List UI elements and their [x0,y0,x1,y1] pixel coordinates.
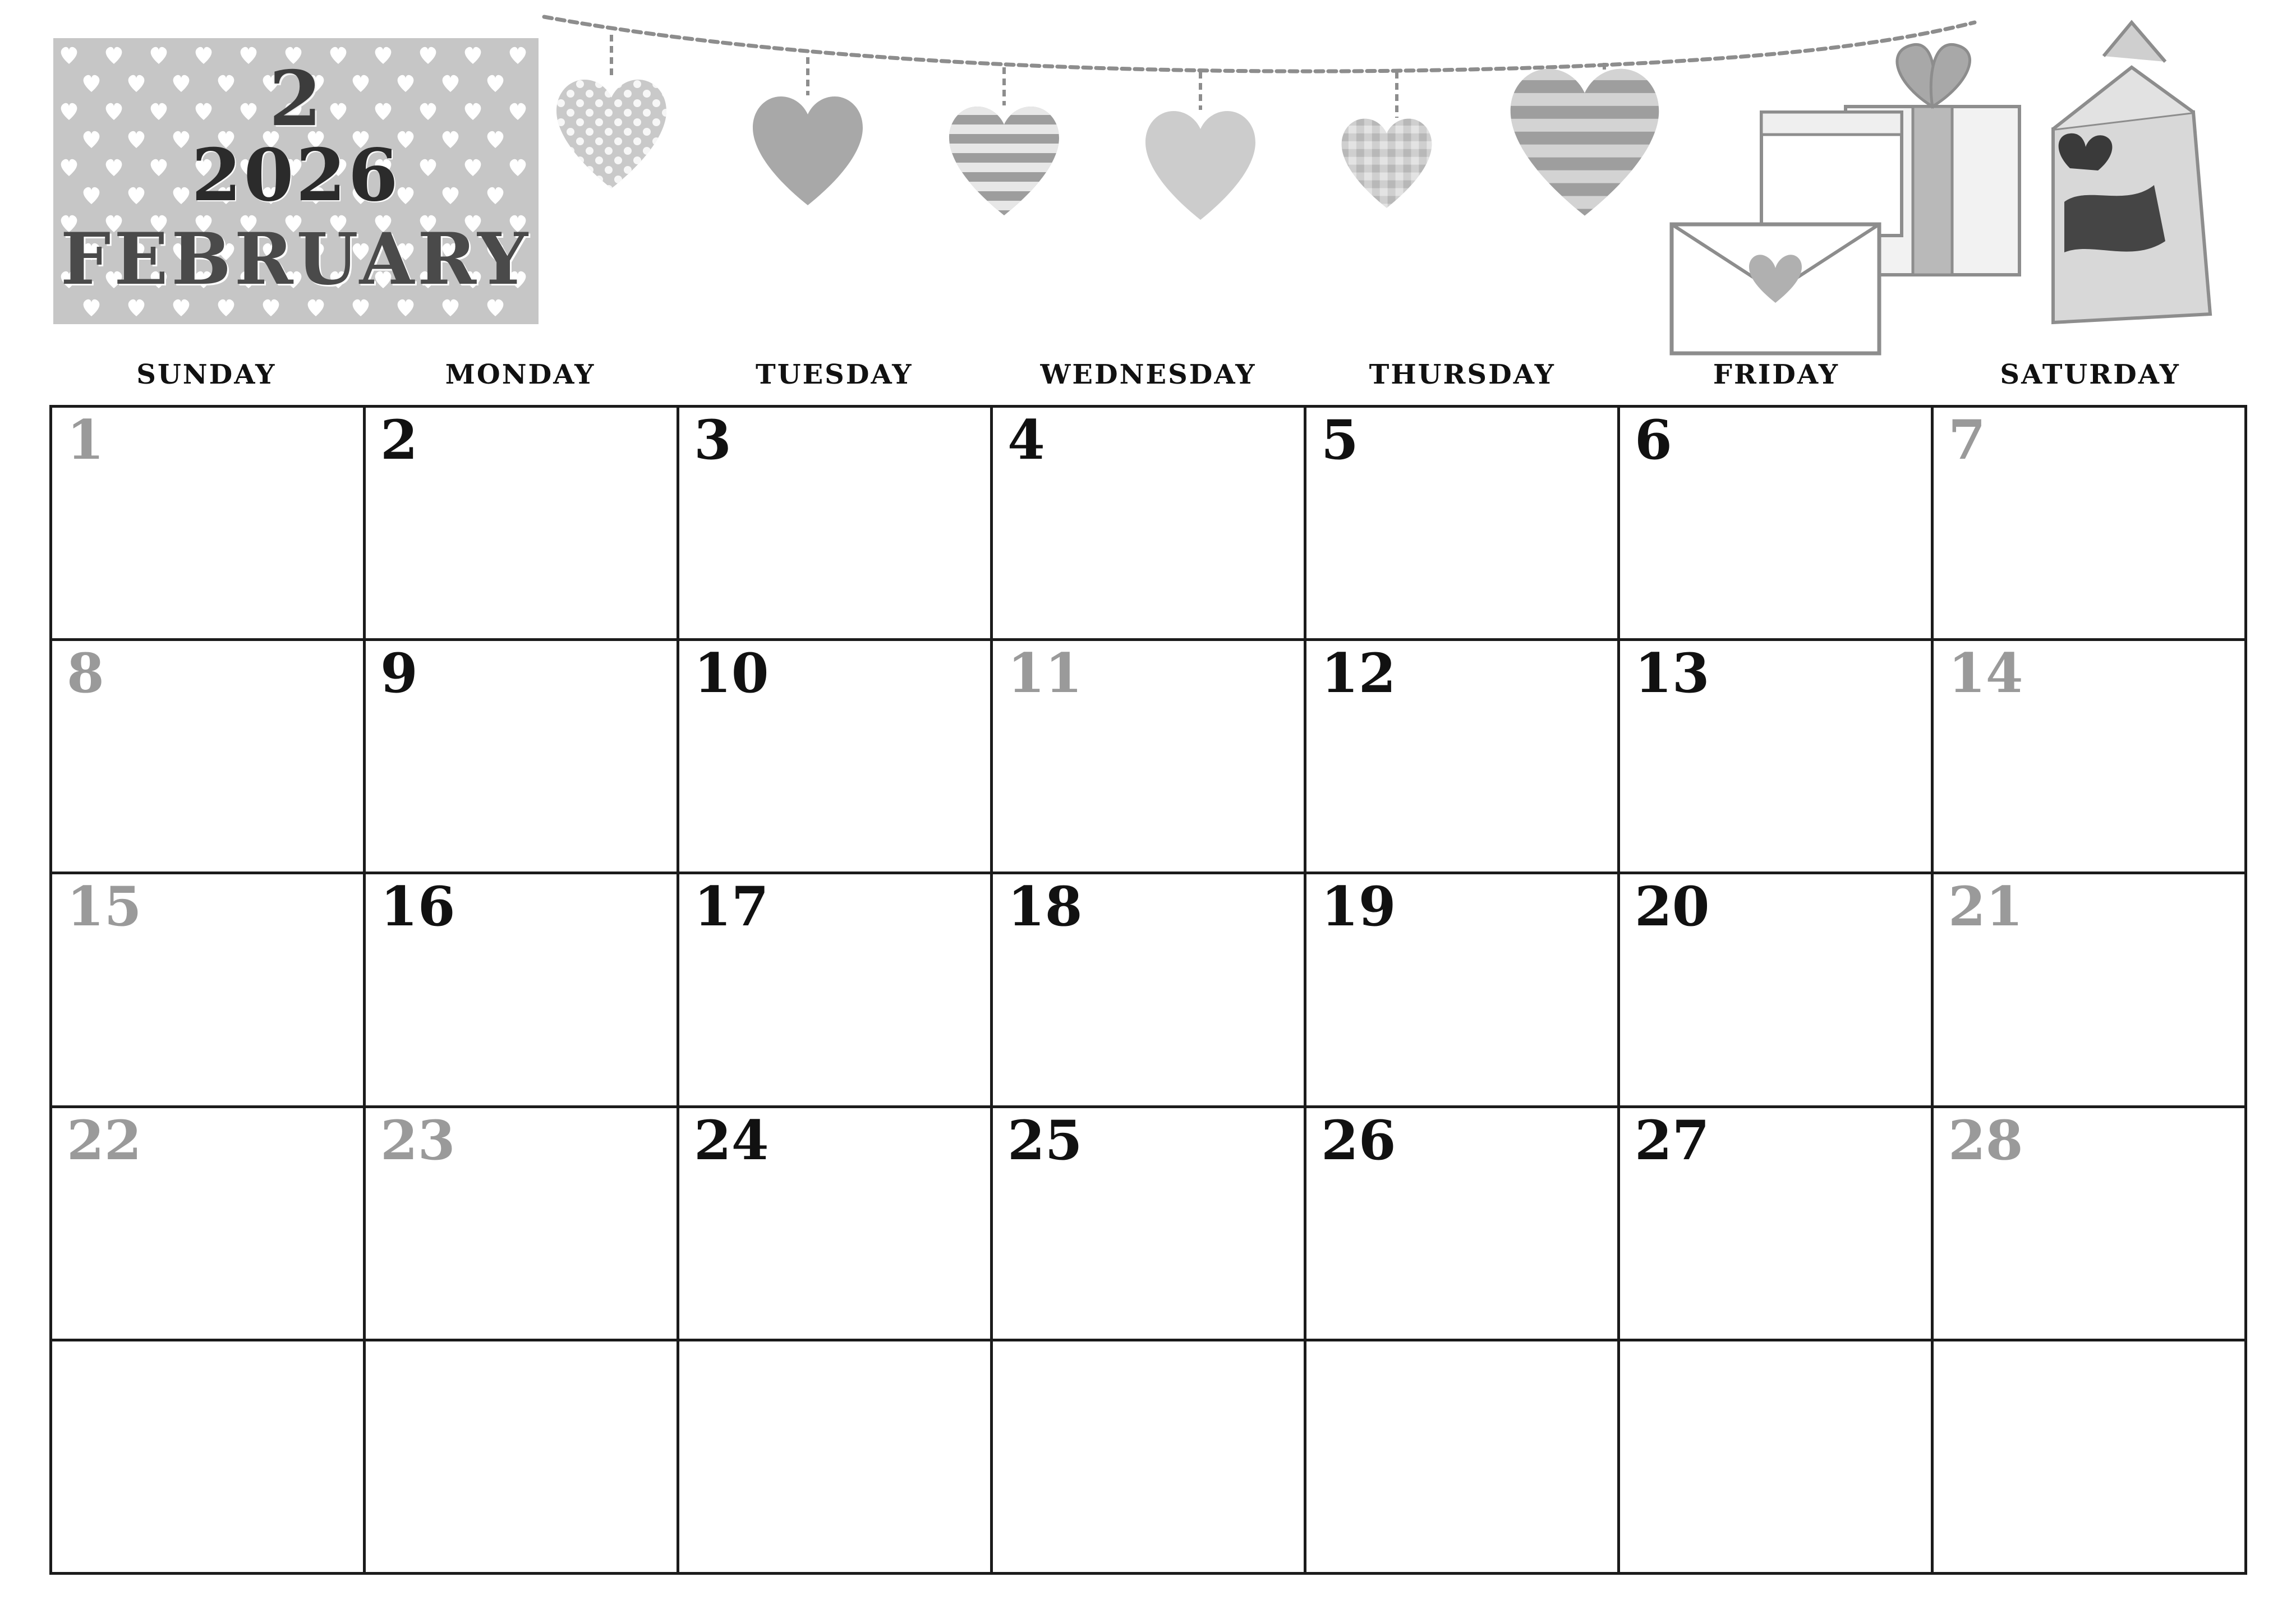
day-cell[interactable] [1620,1108,1934,1341]
weekday-sunday: SUNDAY [136,359,277,390]
day-number: 27 [1635,1108,1710,1172]
day-number: 14 [1948,642,2023,706]
title-block [53,38,539,324]
day-number: 13 [1635,642,1710,706]
day-cell[interactable] [52,874,366,1108]
day-cell[interactable] [679,1108,993,1341]
day-number: 2 [380,408,418,472]
day-cell[interactable] [1620,1341,1934,1575]
day-cell[interactable] [1934,1108,2247,1341]
day-number: 3 [694,408,731,472]
day-cell[interactable] [366,1341,679,1575]
day-number: 4 [1007,408,1045,472]
day-number: 24 [694,1108,769,1172]
day-number: 16 [380,875,455,939]
day-cell[interactable] [366,874,679,1108]
day-cell[interactable] [679,408,993,641]
weekday-header-row [49,359,2247,390]
day-number: 25 [1007,1108,1083,1172]
gift-box-white-icon [1761,112,1902,236]
day-cell[interactable] [1620,874,1934,1108]
day-number: 12 [1321,642,1396,706]
weekday-friday: FRIDAY [1713,359,1840,390]
day-cell[interactable] [1934,641,2247,874]
weekday-monday: MONDAY [445,359,596,390]
weekday-thursday: THURSDAY [1369,359,1556,390]
day-number: 7 [1948,408,1986,472]
day-cell[interactable] [1306,641,1620,874]
heart-solid-light-icon [1145,111,1255,220]
heart-solid-icon [753,96,863,205]
day-cell[interactable] [1934,874,2247,1108]
envelope-icon [1672,224,1879,353]
day-cell[interactable] [679,1341,993,1575]
day-cell[interactable] [366,1108,679,1341]
calendar-header [0,0,2296,359]
heart-striped-icon [948,105,1060,218]
day-cell[interactable] [52,408,366,641]
day-cell[interactable] [993,408,1306,641]
day-cell[interactable] [679,874,993,1108]
day-cell[interactable] [993,641,1306,874]
day-cell[interactable] [993,1341,1306,1575]
day-cell[interactable] [52,641,366,874]
month-number: 2 [269,54,323,143]
gift-bag-icon [2053,22,2210,322]
weekday-saturday: SATURDAY [2000,359,2180,390]
calendar-grid [49,405,2247,1575]
day-number: 28 [1948,1108,2023,1172]
day-number: 6 [1635,408,1672,472]
day-cell[interactable] [52,1341,366,1575]
day-cell[interactable] [1934,408,2247,641]
day-number: 1 [67,408,104,472]
day-cell[interactable] [366,641,679,874]
day-number: 10 [694,642,769,706]
heart-striped-dark-icon [1509,67,1660,219]
day-number: 21 [1948,875,2023,939]
garland-string-icon [544,17,1975,71]
day-cell[interactable] [993,874,1306,1108]
heart-polka-dot-icon [555,79,668,191]
header-artwork [539,0,2296,359]
day-cell[interactable] [1306,1108,1620,1341]
day-number: 17 [694,875,769,939]
day-cell[interactable] [52,1108,366,1341]
day-number: 11 [1007,642,1083,706]
day-number: 5 [1321,408,1359,472]
day-cell[interactable] [1934,1341,2247,1575]
month-name-label: FEBRUARY [60,218,532,301]
day-cell[interactable] [1306,408,1620,641]
day-cell[interactable] [1306,1341,1620,1575]
day-cell[interactable] [366,408,679,641]
day-number: 23 [380,1108,455,1172]
day-number: 9 [380,642,418,706]
day-cell[interactable] [993,1108,1306,1341]
year-label: 2026 [191,133,401,218]
day-number: 8 [67,642,104,706]
day-cell[interactable] [679,641,993,874]
heart-gingham-icon [1341,118,1442,219]
day-cell[interactable] [1306,874,1620,1108]
weekday-tuesday: TUESDAY [756,359,913,390]
day-number: 18 [1007,875,1083,939]
day-cell[interactable] [1620,408,1934,641]
day-number: 22 [67,1108,142,1172]
day-cell[interactable] [1620,641,1934,874]
weekday-wednesday: WEDNESDAY [1040,359,1257,390]
day-number: 26 [1321,1108,1396,1172]
day-number: 15 [67,875,142,939]
day-number: 20 [1635,875,1710,939]
day-number: 19 [1321,875,1396,939]
